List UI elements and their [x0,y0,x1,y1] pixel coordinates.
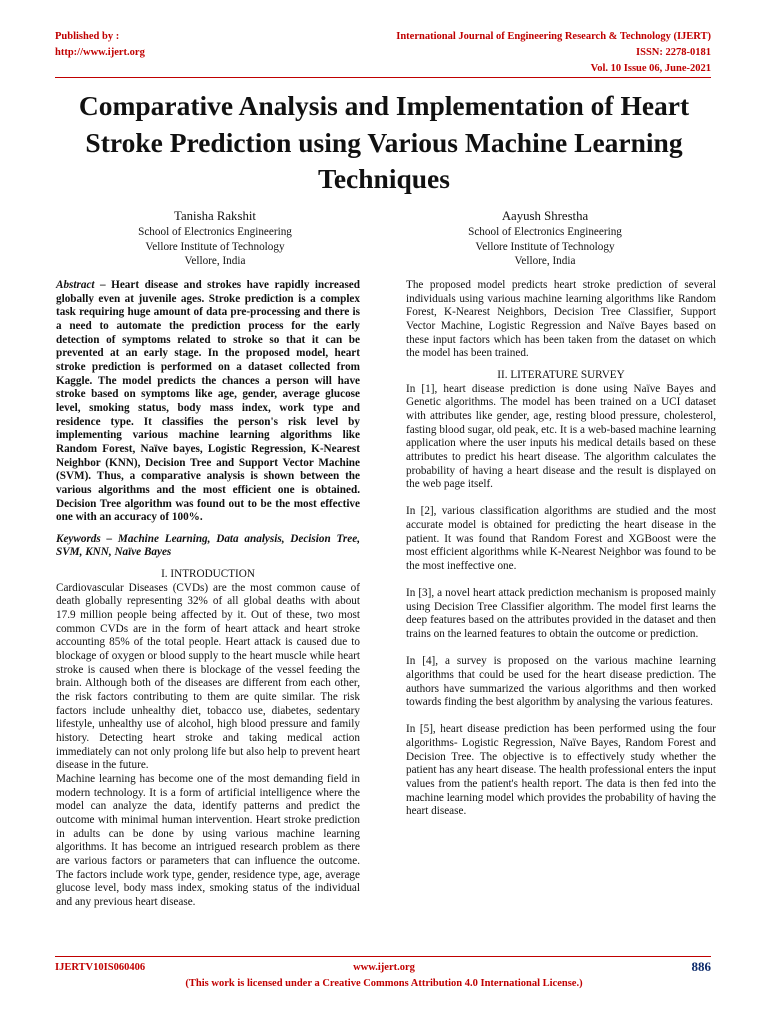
author-name: Aayush Shrestha [501,209,589,223]
page-number: 886 [691,959,711,974]
abstract-label: Abstract [56,279,95,291]
publisher-block [55,29,145,61]
body-paragraph: In [2], various classification algorithms are studied and the most accurate model is obtained for predicting the heart disease in the patient. It was found that Random Forest and XGBoost were the most efficient algorithms while K-Nearest Neighbor was found to be the most ineffective one. [406,505,716,572]
body-paragraph: Machine learning has become one of the most demanding field in modern technology. It is a form of artificial intelligence where the model can analyze the data, identify patterns and predict the outcome with minimal human intervention. Heart stroke prediction in adults can be done by using various machine learning algorithms. It has become an intrigued research problem as there are various factors or parameters that can influence the outcome. The factors include work type, gender, residence type, age, average glucose level, body mass index, smoking status of the individual and any previous heart disease. [56,772,360,908]
volume-label: Vol. 10 Issue 06, June-2021 [590,62,711,74]
footer-divider [55,956,711,957]
journal-info-block [396,29,711,76]
section-heading-literature-survey: II. LITERATURE SURVEY [497,368,625,381]
header-journal-link[interactable]: http://www.ijert.org [55,46,145,58]
body-paragraph: The proposed model predicts heart stroke prediction of several individuals using various machine learning algorithms like Random Forest, K-Nearest Neighbors, Decision Tree Classifier, Support Vector Machine, Logistic Regression and Naïve Bayes based on these input factors which has been taken from the dataset on which the model has been trained. [406,279,716,360]
published-by-label: Published by : [55,31,120,42]
abstract [56,279,360,525]
section-heading-introduction: I. INTRODUCTION [161,568,255,581]
journal-name: International Journal of Engineering Research & Technology (IJERT) [396,31,711,42]
footer-journal-link[interactable]: www.ijert.org [353,962,415,973]
author-location: Vellore, India [514,255,576,268]
footer-url-block [0,962,768,973]
author-school: School of Electronics Engineering [138,226,292,238]
paper-title: Comparative Analysis and Implementation of Heart Stroke Prediction using Various Machine Learning Techniques [78,90,690,194]
left-column [56,279,360,910]
keywords: Keywords – Machine Learning, Data analysis, Decision Tree, SVM, KNN, Naïve Bayes [56,532,360,559]
body-paragraph: In [5], heart disease prediction has been performed using the four algorithms- Logistic Regression, Naïve Bayes, Random Forest and Decision Tree. The objective is to effectively study whether the patient has any heart disease. The health professional enters the input values from the patient's health report. The data is then fed into the machine learning model which provides the probability of having the heart disease. [406,723,716,818]
header-divider [55,77,711,78]
body-paragraph: In [1], heart disease prediction is done using Naïve Bayes and Genetic algorithms. The model has been trained on a UCI dataset with attributes like gender, age, resting blood pressure, cholesterol, fasting blood sugar, old peak, etc. It is a web-based machine learning application where the user inputs his medical details based on these attributes to predict his heart disease. The algorithm calculates the probability of having a heart disease and the result is displayed on the web page itself. [406,382,716,491]
body-paragraph: Cardiovascular Diseases (CVDs) are the most common cause of death globally representing 32% of all global deaths with about 17.9 million people being affected by it. Out of these, two most common CVDs are in the form of heart attack and heart stroke accounting 85% of the total people. Heart attack is caused due to blockage of oxygen or blood supply to the heart muscle while heart stroke is caused when there is blockage of the vessel feeding the brain. Although both of the diseases are different from each other, the risk factors contributing to them are quite similar. The risk factors include unhealthy diet, tobacco use, diabetes, sedentary lifestyle, unhealthy use of alcohol, high blood pressure and family history. Detecting heart stroke and taking medical action immediately can not only prolong life but also help to prevent heart disease in the future. [56,581,360,772]
author-institute: Vellore Institute of Technology [475,240,615,253]
abstract-text: – Heart disease and strokes have rapidly increased globally even at juvenile ages. Stroke prediction is a complex task requiring huge amount of data pre-processing and there is a need to automate the prediction process for the early detection of symptoms related to stroke so that it can be prevented at an early stage. In the proposed model, heart stroke prediction is performed on a dataset collected from Kaggle. The model predicts the chances a person will have stroke based on symptoms like age, gender, average glucose level, smoking status, body mass index, work type and residence type. It classifies the person's risk level by implementing various machine learning algorithms like Random Forest, Naïve bayes, Logistic Regression, K-Nearest Neighbor (KNN), Decision Tree and Support Vector Machine (SVM). Thus, a comparative analysis is shown between the various algorithms and the most efficient one is obtained. Decision Tree algorithm was found out to be the most effective one with an accuracy of 100%. [56,279,360,524]
author-institute: Vellore Institute of Technology [145,240,285,253]
license-notice: (This work is licensed under a Creative Commons Attribution 4.0 International License.) [185,978,583,989]
author-block [90,207,340,269]
author-block [420,207,670,269]
body-paragraph: In [4], a survey is proposed on the various machine learning algorithms that could be used for the heart disease prediction. The authors have summarized the various algorithms and then worked towards finding the best algorithm by analysing the various features. [406,655,716,709]
paper-id: IJERTV10IS060406 [55,962,146,973]
body-paragraph: In [3], a novel heart attack prediction mechanism is proposed mainly using Decision Tree Classifier algorithm. The model first learns the deep features based on the attributes provided in the dataset and then trains on the learned features to obtain the outcome or prediction. [406,587,716,641]
right-column [406,279,716,819]
author-name: Tanisha Rakshit [174,209,256,223]
issn-label: ISSN: 2278-0181 [636,46,711,58]
author-location: Vellore, India [184,255,246,268]
author-school: School of Electronics Engineering [468,226,622,238]
